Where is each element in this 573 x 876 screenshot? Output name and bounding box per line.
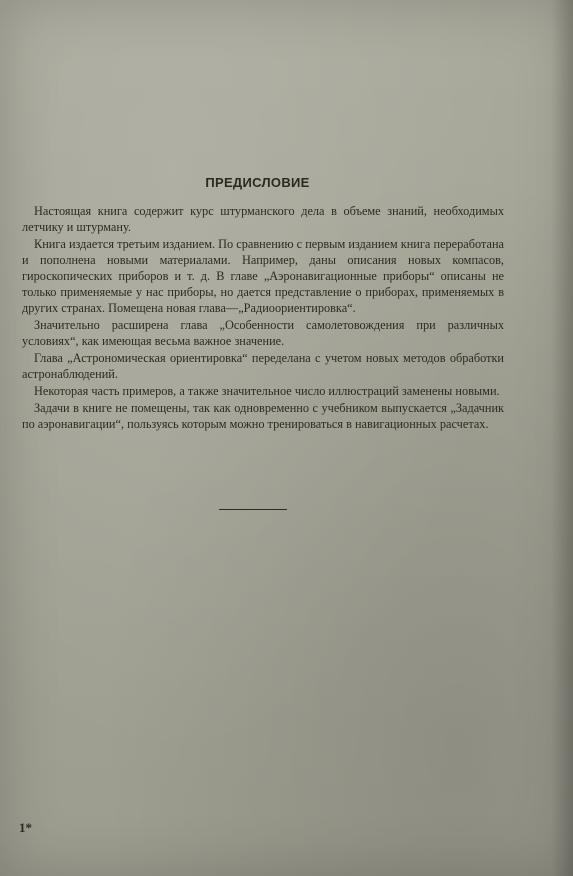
paragraph: Значительно расширена глава „Особенности самолетовождения при различных условиях“, как имеющая весьма важное значение.	[22, 318, 504, 348]
signature-mark: 1*	[19, 820, 32, 835]
page-title: ПРЕДИСЛОВИЕ	[205, 175, 310, 190]
paragraph: Глава „Астрономическая ориентировка“ переделана с учетом новых методов обработки астронаблюдений.	[22, 351, 504, 381]
paragraph: Настоящая книга содержит курс штурманского дела в объеме знаний, необходимых летчику и штурману.	[22, 204, 504, 234]
paragraph: Книга издается третьим изданием. По сравнению с первым изданием книга переработана и пополнена новыми материалами. Например, даны описания новых компасов, гироскопических приборов и т. д. В главе „Аэронавигационные приборы“ описаны не только применяемые у нас приборы, но дается представление о приборах, применяемых в других странах. Помещена новая глава—„Радиоориентировка“.	[22, 237, 504, 315]
paragraph: Задачи в книге не помещены, так как одновременно с учебником выпускается „Задачник по аэронавигации“, пользуясь которым можно тренироваться в навигационных расчетах.	[22, 401, 504, 431]
section-end-rule	[219, 509, 287, 510]
page-edge-shadow	[551, 0, 573, 876]
paragraph: Некоторая часть примеров, а также значительное число иллюстраций заменены новыми.	[34, 384, 500, 398]
preface-text	[22, 203, 504, 433]
